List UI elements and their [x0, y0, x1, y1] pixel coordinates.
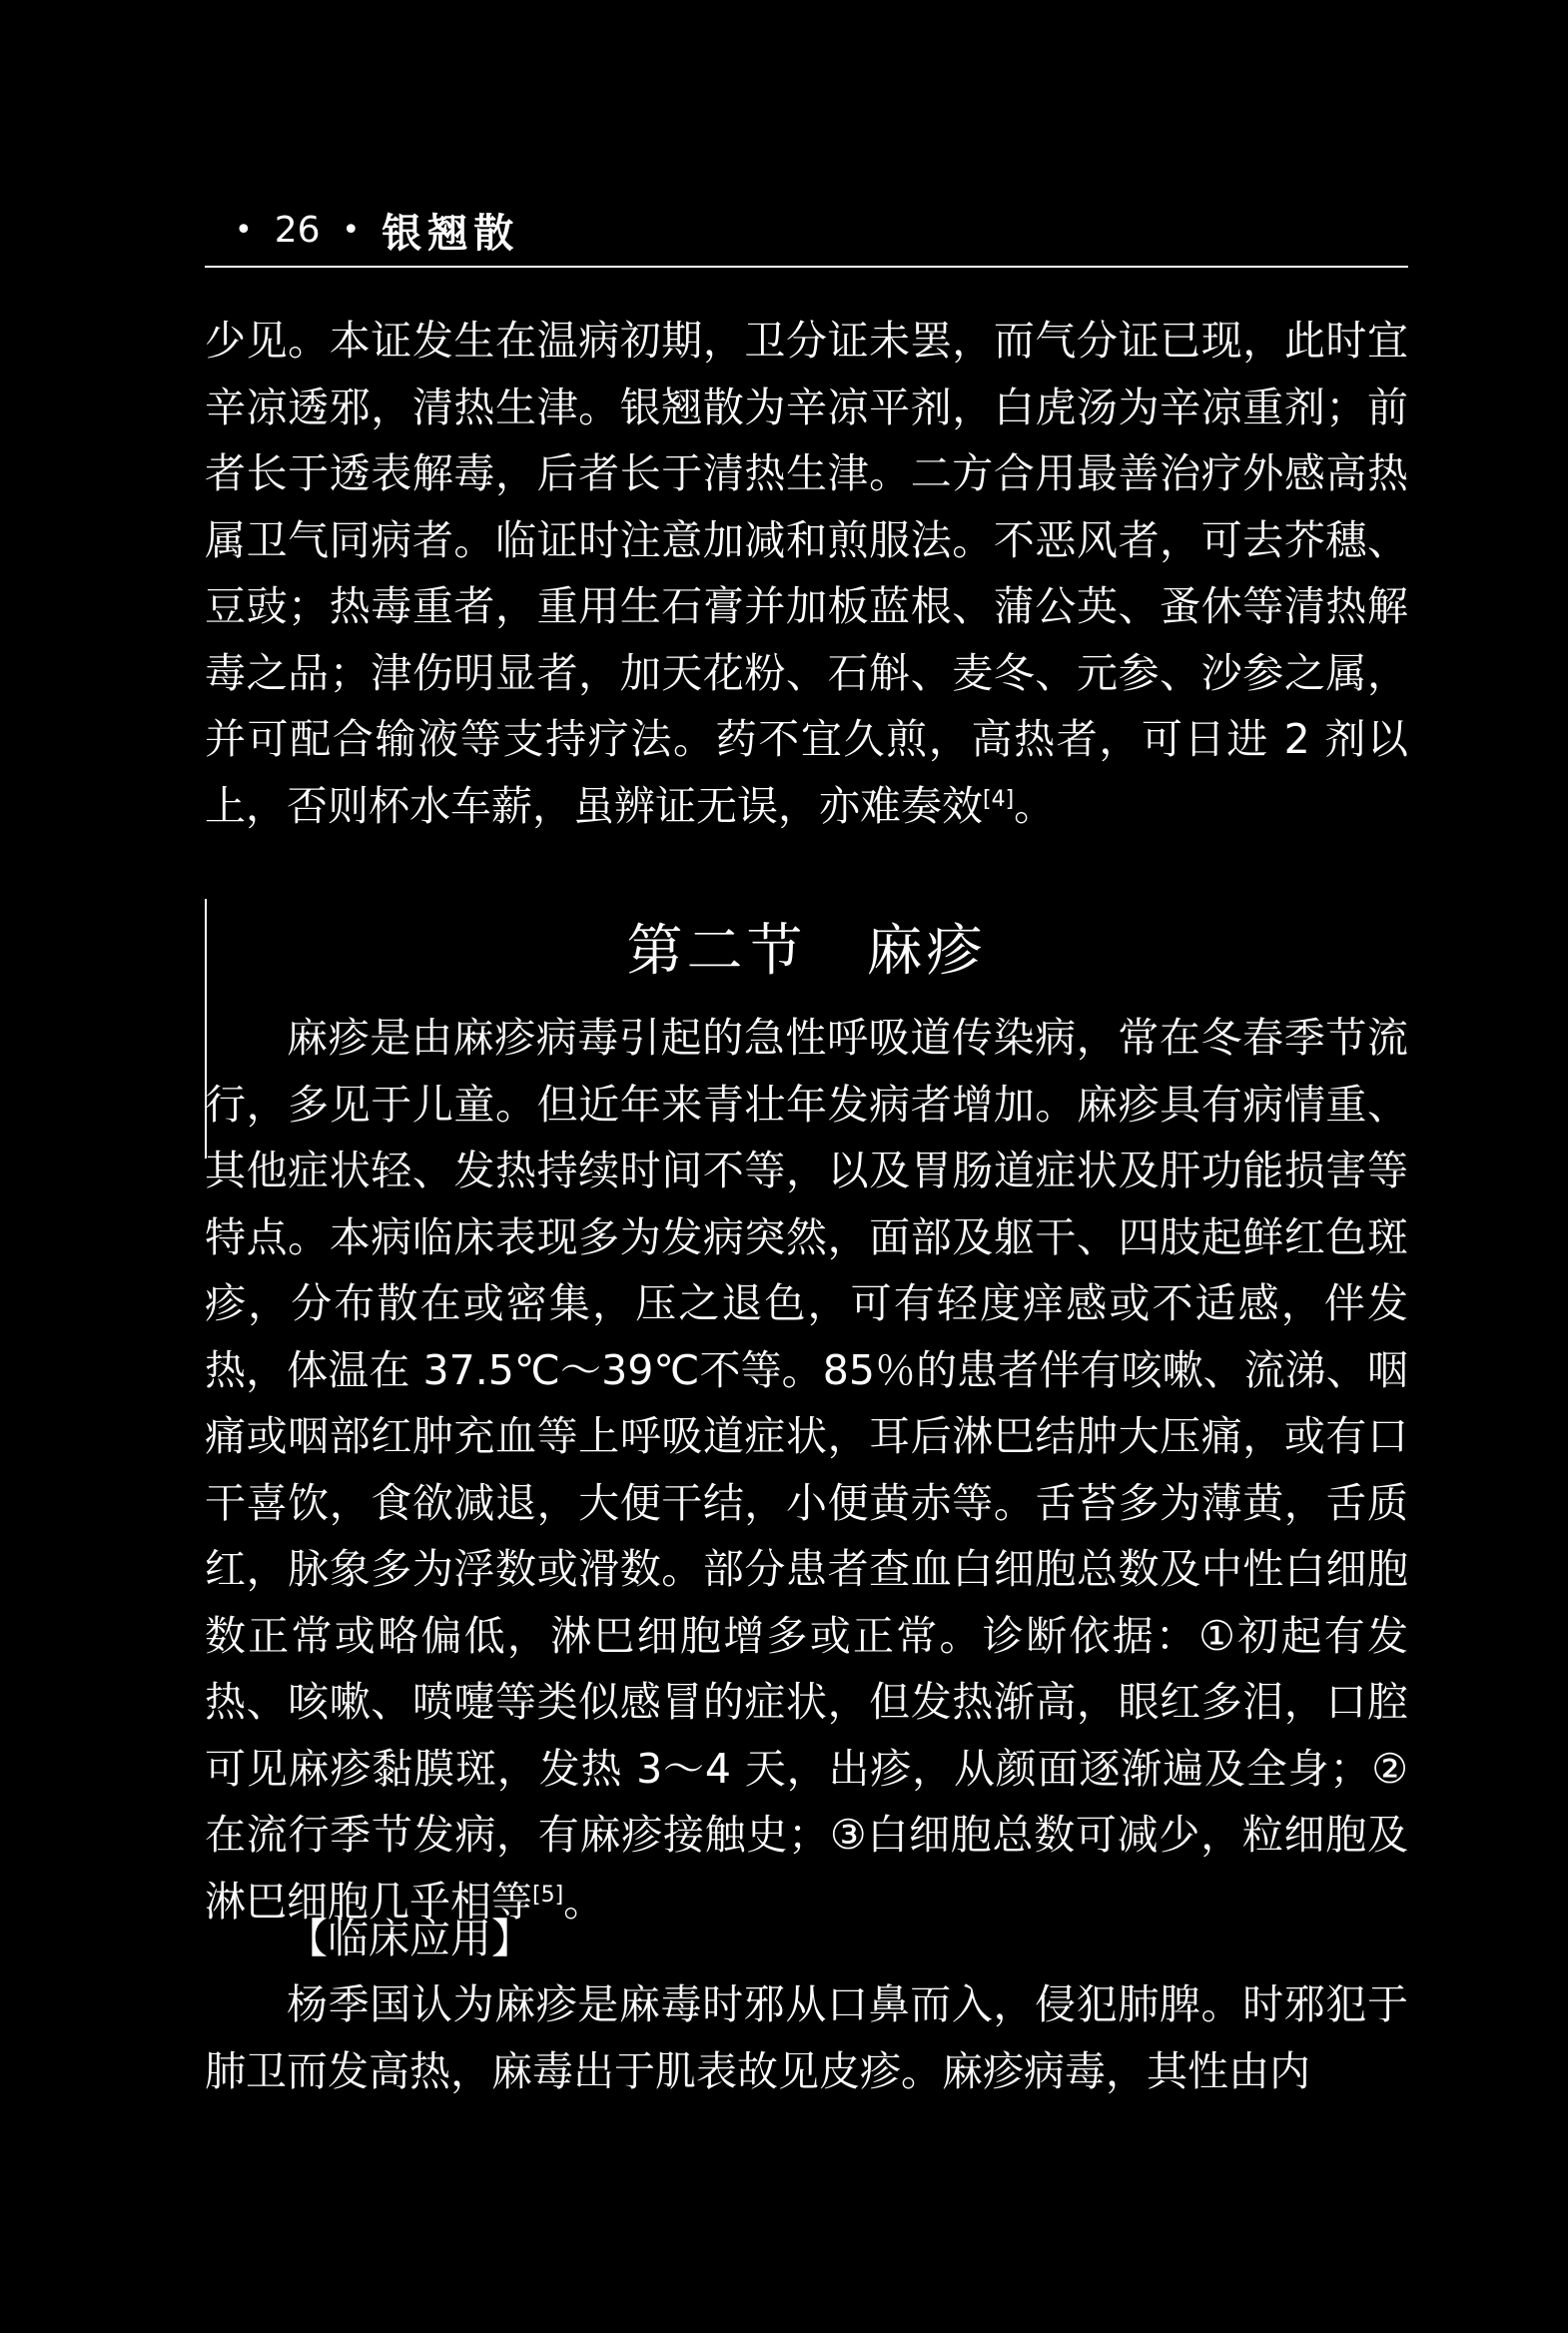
section-title: 麻疹: [866, 919, 987, 984]
header-bullet-left: •: [235, 212, 253, 248]
header-rule: [205, 266, 1408, 268]
paragraph-end: 。: [1014, 781, 1056, 830]
reference-marker: [5]: [532, 1882, 564, 1908]
reference-marker: [4]: [983, 786, 1015, 812]
paragraph-clinical: [205, 1971, 1408, 2104]
paragraph-continuation: [205, 308, 1408, 839]
paragraph-measles-overview: [205, 1005, 1408, 1935]
paragraph-text: 少见。本证发生在温病初期，卫分证未罢，而气分证已现，此时宜辛凉透邪，清热生津。银翘散为辛凉平剂，白虎汤为辛凉重剂；前者长于透表解毒，后者长于清热生津。二方合用最善治疗外感高热属卫气同病者。临证时注意加减和煎服法。不恶风者，可去芥穗、豆豉；热毒重者，重用生石膏并加板蓝根、蒲公英、蚤休等清热解毒之品；津伤明显者，加天花粉、石斛、麦冬、元参、沙参之属，并可配合输液等支持疗法。药不宜久煎，高热者，可日进 2 剂以上，否则杯水车薪，虽辨证无误，亦难奏效: [205, 317, 1408, 830]
paragraph-text: 麻疹是由麻疹病毒引起的急性呼吸道传染病，常在冬春季节流行，多见于儿童。但近年来青壮年发病者增加。麻疹具有病情重、其他症状轻、发热持续时间不等，以及胃肠道症状及肝功能损害等特点。本病临床表现多为发病突然，面部及躯干、四肢起鲜红色斑疹，分布散在或密集，压之退色，可有轻度痒感或不适感，伴发热，体温在 37.5℃～39℃不等。85％的患者伴有咳嗽、流涕、咽痛或咽部红肿充血等上呼吸道症状，耳后淋巴结肿大压痛，或有口干喜饮，食欲减退，大便干结，小便黄赤等。舌苔多为薄黄，舌质红，脉象多为浮数或滑数。部分患者查血白细胞总数及中性白细胞数正常或略偏低，淋巴细胞增多或正常。诊断依据：①初起有发热、咳嗽、喷嚏等类似感冒的症状，但发热渐高，眼红多泪，口腔可见麻疹黏膜斑，发热 3～4 天，出疹，从颜面逐渐遍及全身；②在流行季节发病，有麻疹接触史；③白细胞总数可减少，粒细胞及淋巴细胞几乎相等: [205, 1014, 1408, 1926]
clinical-application-heading: 【临床应用】: [287, 1915, 532, 1962]
section-number: 第二节: [626, 919, 807, 984]
paragraph-end: 。: [563, 1877, 605, 1926]
header-bullet-right: •: [342, 212, 361, 248]
paragraph-text: 杨季国认为麻疹是麻毒时邪从口鼻而入，侵犯肺脾。时邪犯于肺卫而发高热，麻毒出于肌表故见皮疹。麻疹病毒，其性由内: [205, 1980, 1408, 2095]
page-number: 26: [274, 209, 321, 251]
running-header: [235, 200, 519, 260]
book-page: [205, 0, 1408, 2333]
section-heading: [205, 907, 1408, 987]
book-title: 银翘散: [382, 209, 520, 257]
